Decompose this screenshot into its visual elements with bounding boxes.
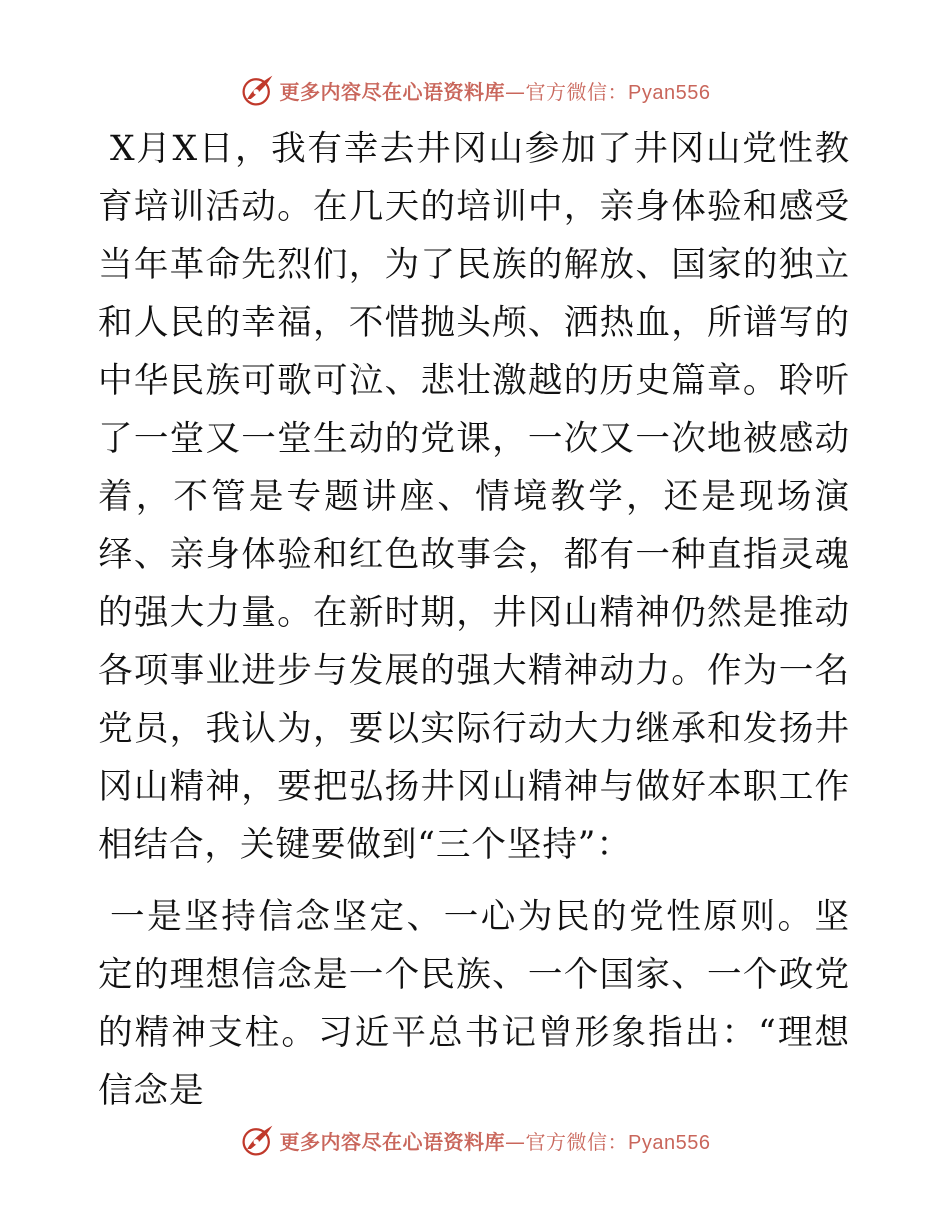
footer-watermark-banner xyxy=(0,1120,950,1160)
banner-dash: — xyxy=(505,1129,526,1154)
paragraph-intro: X月X日，我有幸去井冈山参加了井冈山党性教育培训活动。在几天的培训中，亲身体验和感受当年革命先烈们，为了民族的解放、国家的独立和人民的幸福，不惜抛头颅、洒热血，所谱写的中华民族可歌可泣、悲壮激越的历史篇章。聆听了一堂又一堂生动的党课，一次又一次地被感动着，不管是专题讲座、情境教学，还是现场演绎、亲身体验和红色故事会，都有一种直指灵魂的强大力量。在新时期，井冈山精神仍然是推动各项事业进步与发展的强大精神动力。作为一名党员，我认为，要以实际行动大力继承和发扬井冈山精神，要把弘扬井冈山精神与做好本职工作相结合，关键要做到“三个坚持”： xyxy=(98,129,850,865)
banner-wechat-label: 官方微信： xyxy=(525,1129,629,1154)
feather-pen-logo-icon xyxy=(240,1122,276,1158)
banner-site-name: 更多内容尽在心语资料库 xyxy=(279,1129,506,1154)
banner-text xyxy=(280,76,711,105)
paragraph-first-point: 一是坚持信念坚定、一心为民的党性原则。坚定的理想信念是一个民族、一个国家、一个政党的精神支柱。习近平总书记曾形象指出：“理想信念是 xyxy=(98,897,850,1111)
banner-wechat-id: Pyan556 xyxy=(628,81,711,104)
feather-pen-logo-icon xyxy=(240,72,276,108)
banner-wechat-label: 官方微信： xyxy=(525,79,629,104)
banner-wechat-id: Pyan556 xyxy=(628,1131,711,1154)
document-body xyxy=(98,120,850,1120)
banner-site-name: 更多内容尽在心语资料库 xyxy=(279,79,506,104)
header-watermark-banner xyxy=(0,70,950,110)
banner-text xyxy=(280,1126,711,1155)
banner-dash: — xyxy=(505,79,526,104)
